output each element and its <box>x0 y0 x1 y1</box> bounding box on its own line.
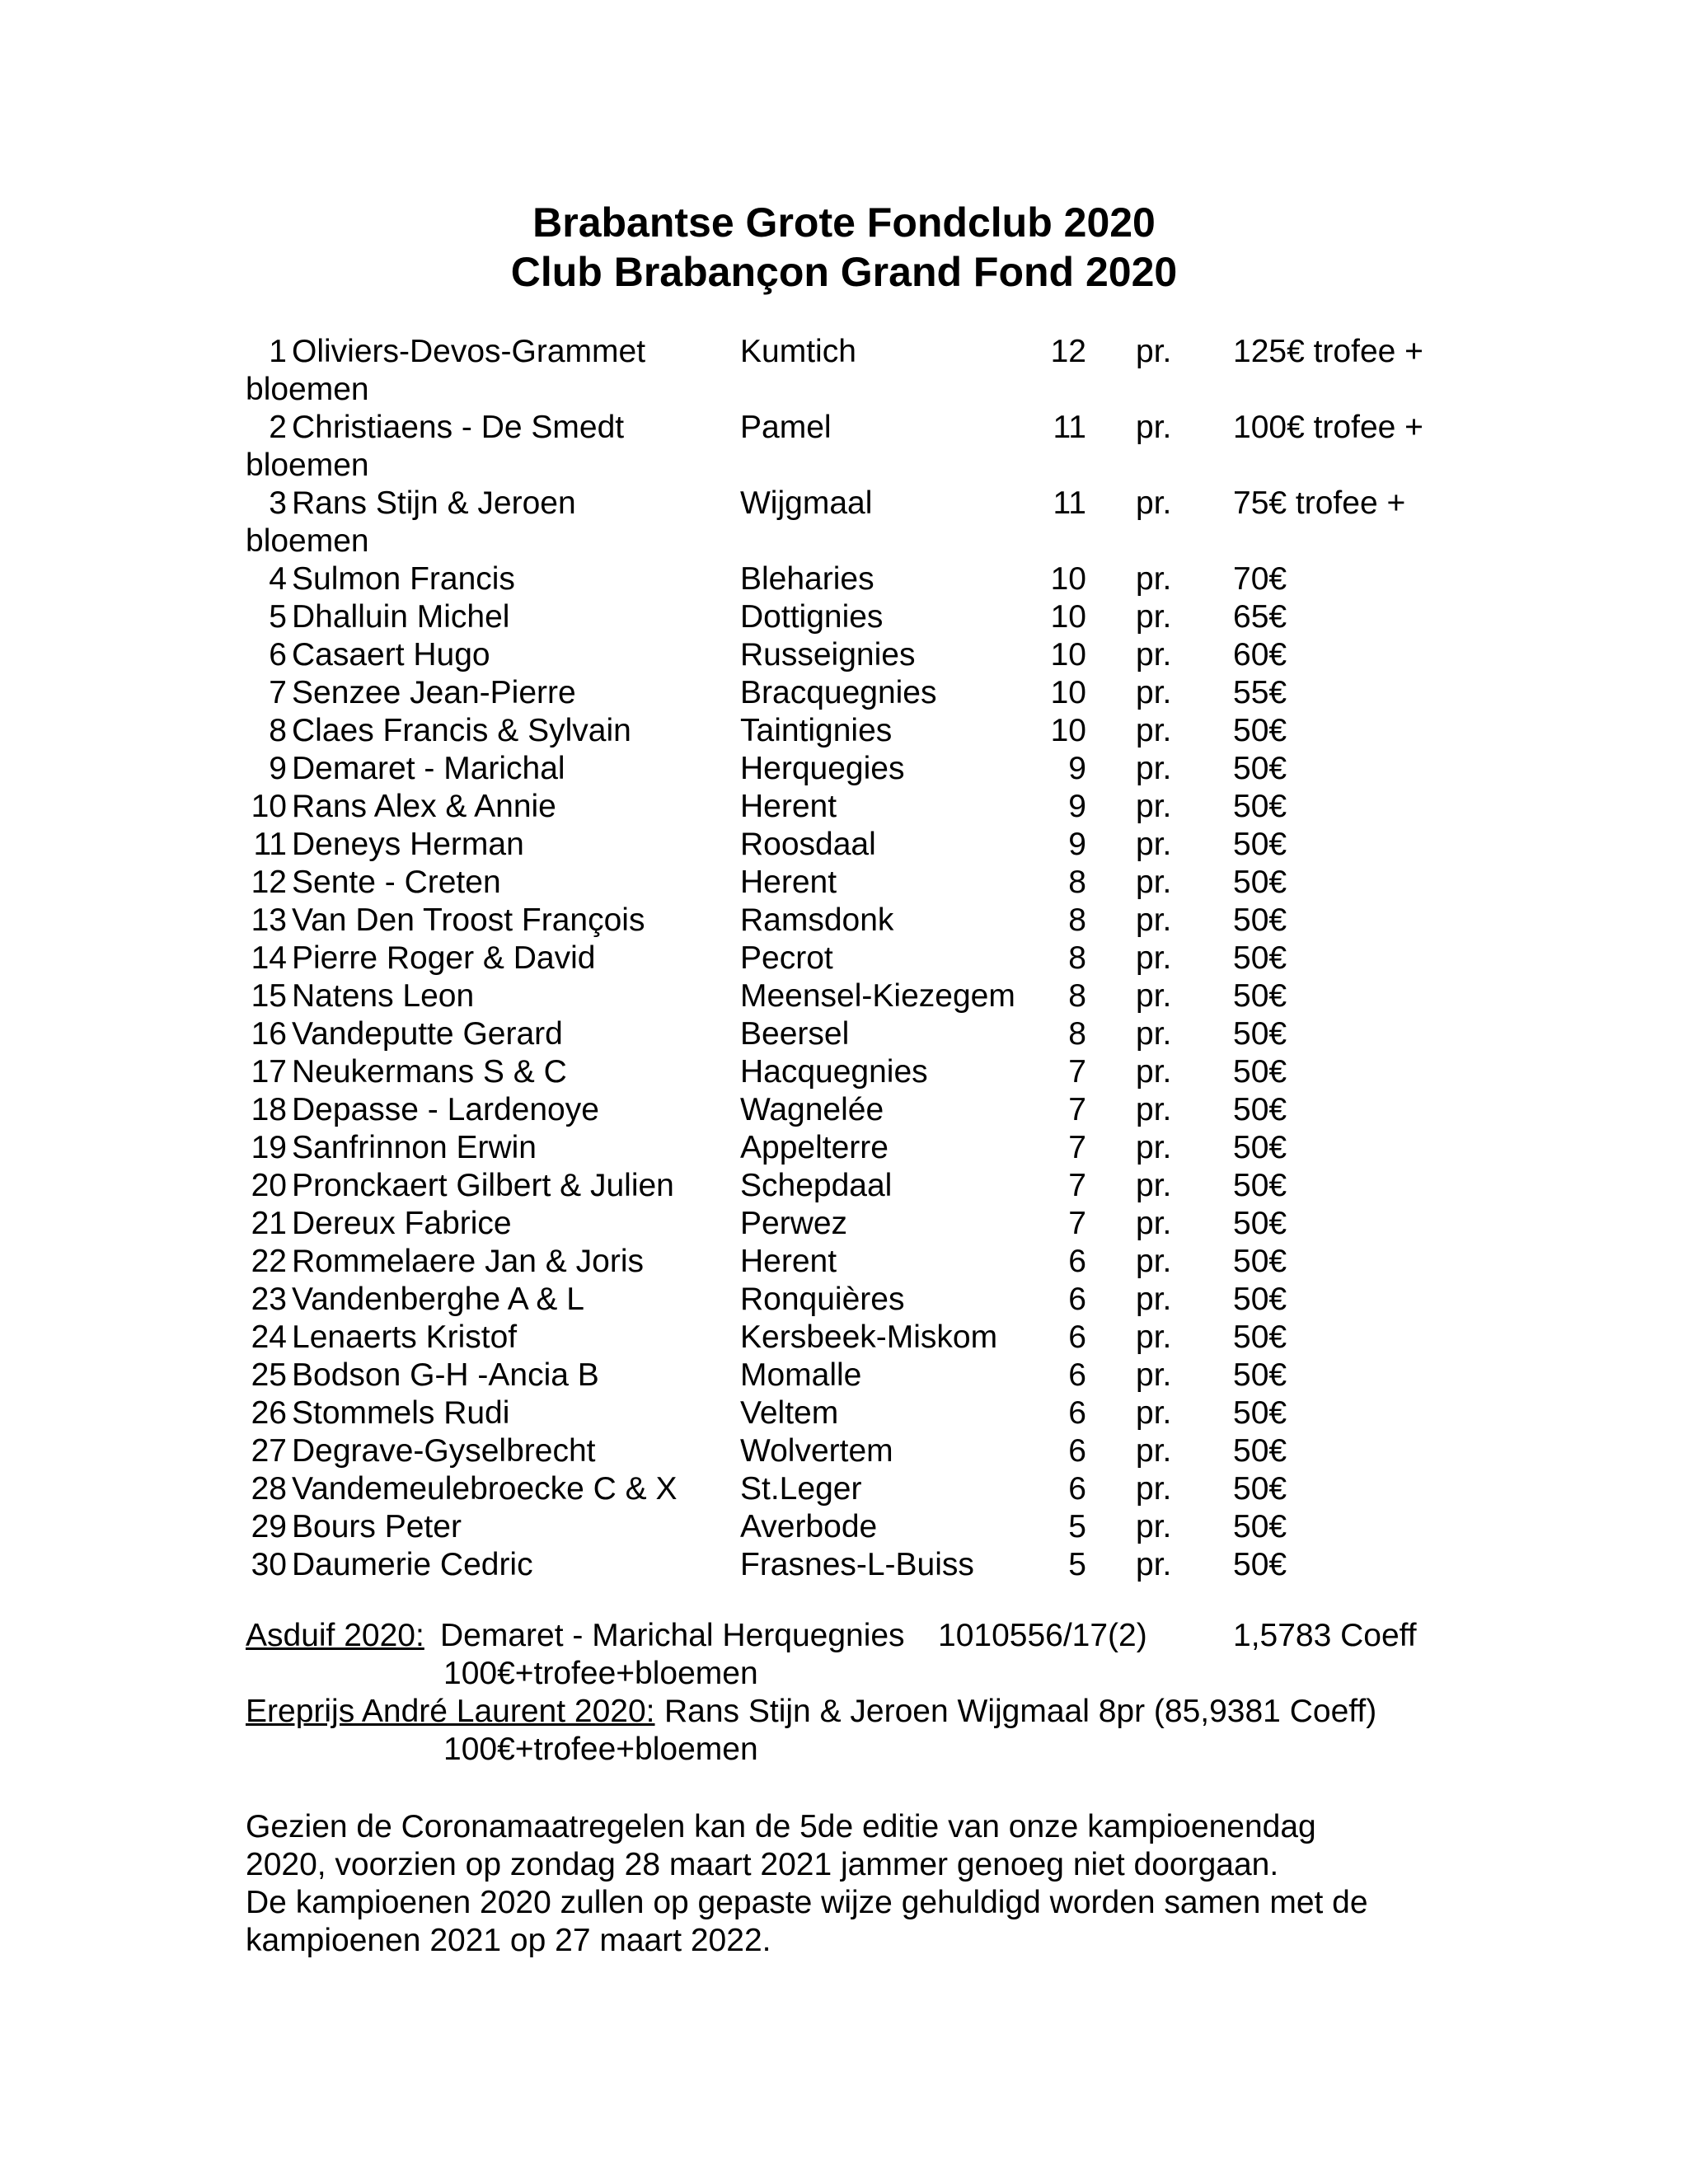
result-unit: pr. <box>1136 599 1172 635</box>
result-count: 9 <box>1068 827 1086 862</box>
result-unit: pr. <box>1136 902 1172 938</box>
result-row <box>246 1015 1449 1053</box>
asduif-coeff: 1,5783 Coeff <box>1233 1618 1417 1653</box>
result-place: Pecrot <box>740 940 833 976</box>
result-place: Taintignies <box>740 713 893 748</box>
result-row <box>246 1357 1449 1394</box>
result-place: Pamel <box>740 410 832 445</box>
asduif-winner: Demaret - Marichal Herquegnies <box>440 1618 905 1653</box>
result-count: 9 <box>1068 789 1086 824</box>
result-count: 6 <box>1068 1319 1086 1355</box>
result-count: 6 <box>1068 1471 1086 1507</box>
asduif-prize-line <box>246 1655 1449 1693</box>
result-name: Degrave-Gyselbrecht <box>292 1433 596 1469</box>
result-place: Kersbeek-Miskom <box>740 1319 998 1355</box>
result-name: Bodson G-H -Ancia B <box>292 1357 599 1393</box>
result-prize: 50€ <box>1233 978 1287 1014</box>
result-count: 10 <box>1050 637 1086 673</box>
result-name: Vandemeulebroecke C & X <box>292 1471 678 1507</box>
result-prize: 50€ <box>1233 902 1287 938</box>
result-rank: 3 <box>269 485 287 521</box>
result-count: 5 <box>1068 1509 1086 1544</box>
result-rank: 11 <box>253 827 287 862</box>
result-unit: pr. <box>1136 637 1172 673</box>
ereprijs-prize-line <box>246 1731 1449 1769</box>
result-row <box>246 977 1449 1015</box>
result-name: Claes Francis & Sylvain <box>292 713 631 748</box>
result-name: Christiaens - De Smedt <box>292 410 625 445</box>
result-count: 11 <box>1053 410 1086 445</box>
result-place: Herent <box>740 1244 837 1279</box>
result-row <box>246 1394 1449 1432</box>
result-prize: 50€ <box>1233 1054 1287 1090</box>
page-title-nl: Brabantse Grote Fondclub 2020 <box>532 199 1156 246</box>
result-name: Demaret - Marichal <box>292 751 565 786</box>
asduif-line <box>246 1617 1449 1655</box>
results-list <box>246 333 1449 1584</box>
result-name: Dhalluin Michel <box>292 599 510 635</box>
result-prize: 50€ <box>1233 1395 1287 1431</box>
result-row <box>246 598 1449 636</box>
result-name: Lenaerts Kristof <box>292 1319 518 1355</box>
result-rank: 27 <box>251 1433 287 1469</box>
result-place: Bracquegnies <box>740 675 937 710</box>
result-place: Wolvertem <box>740 1433 893 1469</box>
result-prize: 100€ trofee + <box>1233 410 1423 445</box>
result-unit: pr. <box>1136 1130 1172 1165</box>
result-count: 10 <box>1050 599 1086 635</box>
result-name: Pronckaert Gilbert & Julien <box>292 1168 674 1203</box>
result-row <box>246 1053 1449 1091</box>
result-rank: 5 <box>269 599 287 635</box>
result-row <box>246 1167 1449 1205</box>
result-place: Herent <box>740 789 837 824</box>
result-rank: 7 <box>269 675 287 710</box>
result-place: Herquegies <box>740 751 905 786</box>
result-place: Bleharies <box>740 561 874 597</box>
result-prize: 50€ <box>1233 865 1287 900</box>
result-unit: pr. <box>1136 1092 1172 1127</box>
result-unit: pr. <box>1136 1016 1172 1052</box>
result-place: Dottignies <box>740 599 884 635</box>
result-place: Ramsdonk <box>740 902 894 938</box>
result-count: 10 <box>1050 675 1086 710</box>
result-name: Sanfrinnon Erwin <box>292 1130 537 1165</box>
result-rank: 25 <box>251 1357 287 1393</box>
result-name: Pierre Roger & David <box>292 940 596 976</box>
result-prize: 65€ <box>1233 599 1287 635</box>
result-place: Wagnelée <box>740 1092 884 1127</box>
result-unit: pr. <box>1136 751 1172 786</box>
result-row <box>246 864 1449 902</box>
result-place: Schepdaal <box>740 1168 893 1203</box>
result-count: 11 <box>1053 485 1086 521</box>
result-prize: 50€ <box>1233 1319 1287 1355</box>
result-prize: 50€ <box>1233 1016 1287 1052</box>
result-count: 8 <box>1068 978 1086 1014</box>
notice-line: kampioenen 2021 op 27 maart 2022. <box>246 1923 771 1958</box>
result-unit: pr. <box>1136 1319 1172 1355</box>
result-place: Beersel <box>740 1016 850 1052</box>
result-name: Vandeputte Gerard <box>292 1016 563 1052</box>
result-rank: 14 <box>251 940 287 976</box>
page-title-fr: Club Brabançon Grand Fond 2020 <box>510 249 1178 295</box>
result-name: Rans Stijn & Jeroen <box>292 485 576 521</box>
result-count: 7 <box>1068 1092 1086 1127</box>
result-name: Stommels Rudi <box>292 1395 510 1431</box>
result-place: St.Leger <box>740 1471 862 1507</box>
asduif-ring: 1010556/17(2) <box>938 1618 1147 1653</box>
result-rank: 30 <box>251 1547 287 1582</box>
result-count: 6 <box>1068 1244 1086 1279</box>
result-name: Daumerie Cedric <box>292 1547 533 1582</box>
result-row <box>246 712 1449 750</box>
result-rank: 6 <box>269 637 287 673</box>
ereprijs-label: Ereprijs André Laurent 2020: <box>246 1694 655 1729</box>
result-count: 6 <box>1068 1282 1086 1317</box>
result-count: 5 <box>1068 1547 1086 1582</box>
result-name: Rommelaere Jan & Joris <box>292 1244 644 1279</box>
result-prize: 50€ <box>1233 1509 1287 1544</box>
result-prize: 50€ <box>1233 751 1287 786</box>
result-row <box>246 1432 1449 1470</box>
result-prize: 55€ <box>1233 675 1287 710</box>
result-row <box>246 674 1449 712</box>
notice-paragraph <box>246 1808 1449 1960</box>
result-prize: 50€ <box>1233 1357 1287 1393</box>
result-prize-wrap: bloemen <box>246 448 369 483</box>
ereprijs-line <box>246 1693 1449 1731</box>
result-rank: 20 <box>251 1168 287 1203</box>
result-prize: 50€ <box>1233 940 1287 976</box>
result-prize: 50€ <box>1233 1092 1287 1127</box>
result-count: 7 <box>1068 1168 1086 1203</box>
result-rank: 17 <box>251 1054 287 1090</box>
asduif-prize: 100€+trofee+bloemen <box>443 1656 758 1691</box>
result-rank: 10 <box>251 789 287 824</box>
result-name: Bours Peter <box>292 1509 462 1544</box>
result-unit: pr. <box>1136 410 1172 445</box>
result-prize: 50€ <box>1233 827 1287 862</box>
result-prize: 50€ <box>1233 1547 1287 1582</box>
notice-line: Gezien de Coronamaatregelen kan de 5de editie van onze kampioenendag <box>246 1809 1316 1844</box>
result-rank: 22 <box>251 1244 287 1279</box>
result-name: Sulmon Francis <box>292 561 515 597</box>
result-unit: pr. <box>1136 1395 1172 1431</box>
result-row <box>246 826 1449 864</box>
result-prize: 50€ <box>1233 1282 1287 1317</box>
result-name: Dereux Fabrice <box>292 1206 512 1241</box>
result-prize: 50€ <box>1233 1471 1287 1507</box>
result-prize-wrap: bloemen <box>246 372 369 407</box>
result-count: 7 <box>1068 1130 1086 1165</box>
result-place: Russeignies <box>740 637 916 673</box>
result-place: Frasnes-L-Buiss <box>740 1547 974 1582</box>
result-rank: 12 <box>251 865 287 900</box>
result-rank: 19 <box>251 1130 287 1165</box>
result-count: 6 <box>1068 1357 1086 1393</box>
result-unit: pr. <box>1136 1471 1172 1507</box>
result-row <box>246 560 1449 598</box>
result-count: 6 <box>1068 1433 1086 1469</box>
result-rank: 13 <box>251 902 287 938</box>
result-row <box>246 409 1449 447</box>
result-place: Veltem <box>740 1395 839 1431</box>
result-prize: 70€ <box>1233 561 1287 597</box>
special-prizes <box>246 1617 1449 1769</box>
result-place: Meensel-Kiezegem <box>740 978 1015 1014</box>
notice-line: De kampioenen 2020 zullen op gepaste wijze gehuldigd worden samen met de <box>246 1885 1368 1920</box>
result-row <box>246 1546 1449 1584</box>
result-row <box>246 750 1449 788</box>
result-row <box>246 485 1449 523</box>
ereprijs-winner: Rans Stijn & Jeroen Wijgmaal 8pr (85,9381 Coeff) <box>664 1694 1377 1729</box>
result-name: Senzee Jean-Pierre <box>292 675 576 710</box>
result-place: Roosdaal <box>740 827 876 862</box>
result-name: Van Den Troost François <box>292 902 645 938</box>
result-count: 12 <box>1050 334 1086 369</box>
result-row <box>246 1508 1449 1546</box>
result-place: Hacquegnies <box>740 1054 928 1090</box>
result-prize: 75€ trofee + <box>1233 485 1406 521</box>
result-row <box>246 1091 1449 1129</box>
result-count: 6 <box>1068 1395 1086 1431</box>
result-rank: 15 <box>251 978 287 1014</box>
result-unit: pr. <box>1136 713 1172 748</box>
result-name: Deneys Herman <box>292 827 524 862</box>
result-rank: 4 <box>269 561 287 597</box>
result-rank: 28 <box>251 1471 287 1507</box>
result-rank: 24 <box>251 1319 287 1355</box>
result-row <box>246 940 1449 977</box>
result-unit: pr. <box>1136 485 1172 521</box>
result-name: Depasse - Lardenoye <box>292 1092 599 1127</box>
result-unit: pr. <box>1136 978 1172 1014</box>
result-place: Appelterre <box>740 1130 889 1165</box>
result-unit: pr. <box>1136 675 1172 710</box>
result-row <box>246 1281 1449 1319</box>
result-row <box>246 1243 1449 1281</box>
result-place: Ronquières <box>740 1282 905 1317</box>
asduif-label: Asduif 2020: <box>246 1618 424 1653</box>
result-rank: 26 <box>251 1395 287 1431</box>
result-rank: 16 <box>251 1016 287 1052</box>
result-unit: pr. <box>1136 334 1172 369</box>
result-row <box>246 636 1449 674</box>
result-prize: 50€ <box>1233 1433 1287 1469</box>
result-prize: 50€ <box>1233 1206 1287 1241</box>
result-row <box>246 788 1449 826</box>
result-prize: 50€ <box>1233 789 1287 824</box>
result-name: Casaert Hugo <box>292 637 490 673</box>
result-prize: 50€ <box>1233 1244 1287 1279</box>
result-rank: 29 <box>251 1509 287 1544</box>
result-prize: 125€ trofee + <box>1233 334 1423 369</box>
result-prize-wrap: bloemen <box>246 523 369 559</box>
result-rank: 9 <box>269 751 287 786</box>
result-count: 8 <box>1068 865 1086 900</box>
result-count: 7 <box>1068 1206 1086 1241</box>
result-place: Averbode <box>740 1509 878 1544</box>
result-place: Wijgmaal <box>740 485 873 521</box>
result-row <box>246 333 1449 371</box>
result-name: Rans Alex & Annie <box>292 789 556 824</box>
result-count: 9 <box>1068 751 1086 786</box>
result-unit: pr. <box>1136 1433 1172 1469</box>
result-unit: pr. <box>1136 1244 1172 1279</box>
result-prize: 50€ <box>1233 1168 1287 1203</box>
notice-line: 2020, voorzien op zondag 28 maart 2021 jammer genoeg niet doorgaan. <box>246 1847 1279 1882</box>
result-rank: 2 <box>269 410 287 445</box>
result-prize: 50€ <box>1233 1130 1287 1165</box>
result-place: Herent <box>740 865 837 900</box>
result-rank: 21 <box>251 1206 287 1241</box>
result-unit: pr. <box>1136 1509 1172 1544</box>
result-row <box>246 902 1449 940</box>
result-name: Sente - Creten <box>292 865 501 900</box>
result-row <box>246 1470 1449 1508</box>
result-unit: pr. <box>1136 1168 1172 1203</box>
result-count: 8 <box>1068 902 1086 938</box>
result-unit: pr. <box>1136 1357 1172 1393</box>
result-count: 8 <box>1068 1016 1086 1052</box>
result-unit: pr. <box>1136 789 1172 824</box>
result-name: Oliviers-Devos-Grammet <box>292 334 646 369</box>
result-rank: 23 <box>251 1282 287 1317</box>
result-count: 7 <box>1068 1054 1086 1090</box>
result-rank: 18 <box>251 1092 287 1127</box>
result-prize: 50€ <box>1233 713 1287 748</box>
result-unit: pr. <box>1136 1282 1172 1317</box>
result-unit: pr. <box>1136 1547 1172 1582</box>
result-unit: pr. <box>1136 1206 1172 1241</box>
result-name: Vandenberghe A & L <box>292 1282 584 1317</box>
result-unit: pr. <box>1136 561 1172 597</box>
result-name: Natens Leon <box>292 978 475 1014</box>
result-row <box>246 1129 1449 1167</box>
result-unit: pr. <box>1136 827 1172 862</box>
result-row <box>246 1205 1449 1243</box>
result-count: 10 <box>1050 713 1086 748</box>
result-unit: pr. <box>1136 865 1172 900</box>
result-count: 8 <box>1068 940 1086 976</box>
result-name: Neukermans S & C <box>292 1054 567 1090</box>
result-place: Perwez <box>740 1206 848 1241</box>
result-rank: 8 <box>269 713 287 748</box>
result-unit: pr. <box>1136 940 1172 976</box>
result-row <box>246 1319 1449 1357</box>
result-prize: 60€ <box>1233 637 1287 673</box>
result-unit: pr. <box>1136 1054 1172 1090</box>
result-place: Kumtich <box>740 334 856 369</box>
ereprijs-prize: 100€+trofee+bloemen <box>443 1732 758 1767</box>
result-count: 10 <box>1050 561 1086 597</box>
result-place: Momalle <box>740 1357 862 1393</box>
result-rank: 1 <box>269 334 287 369</box>
